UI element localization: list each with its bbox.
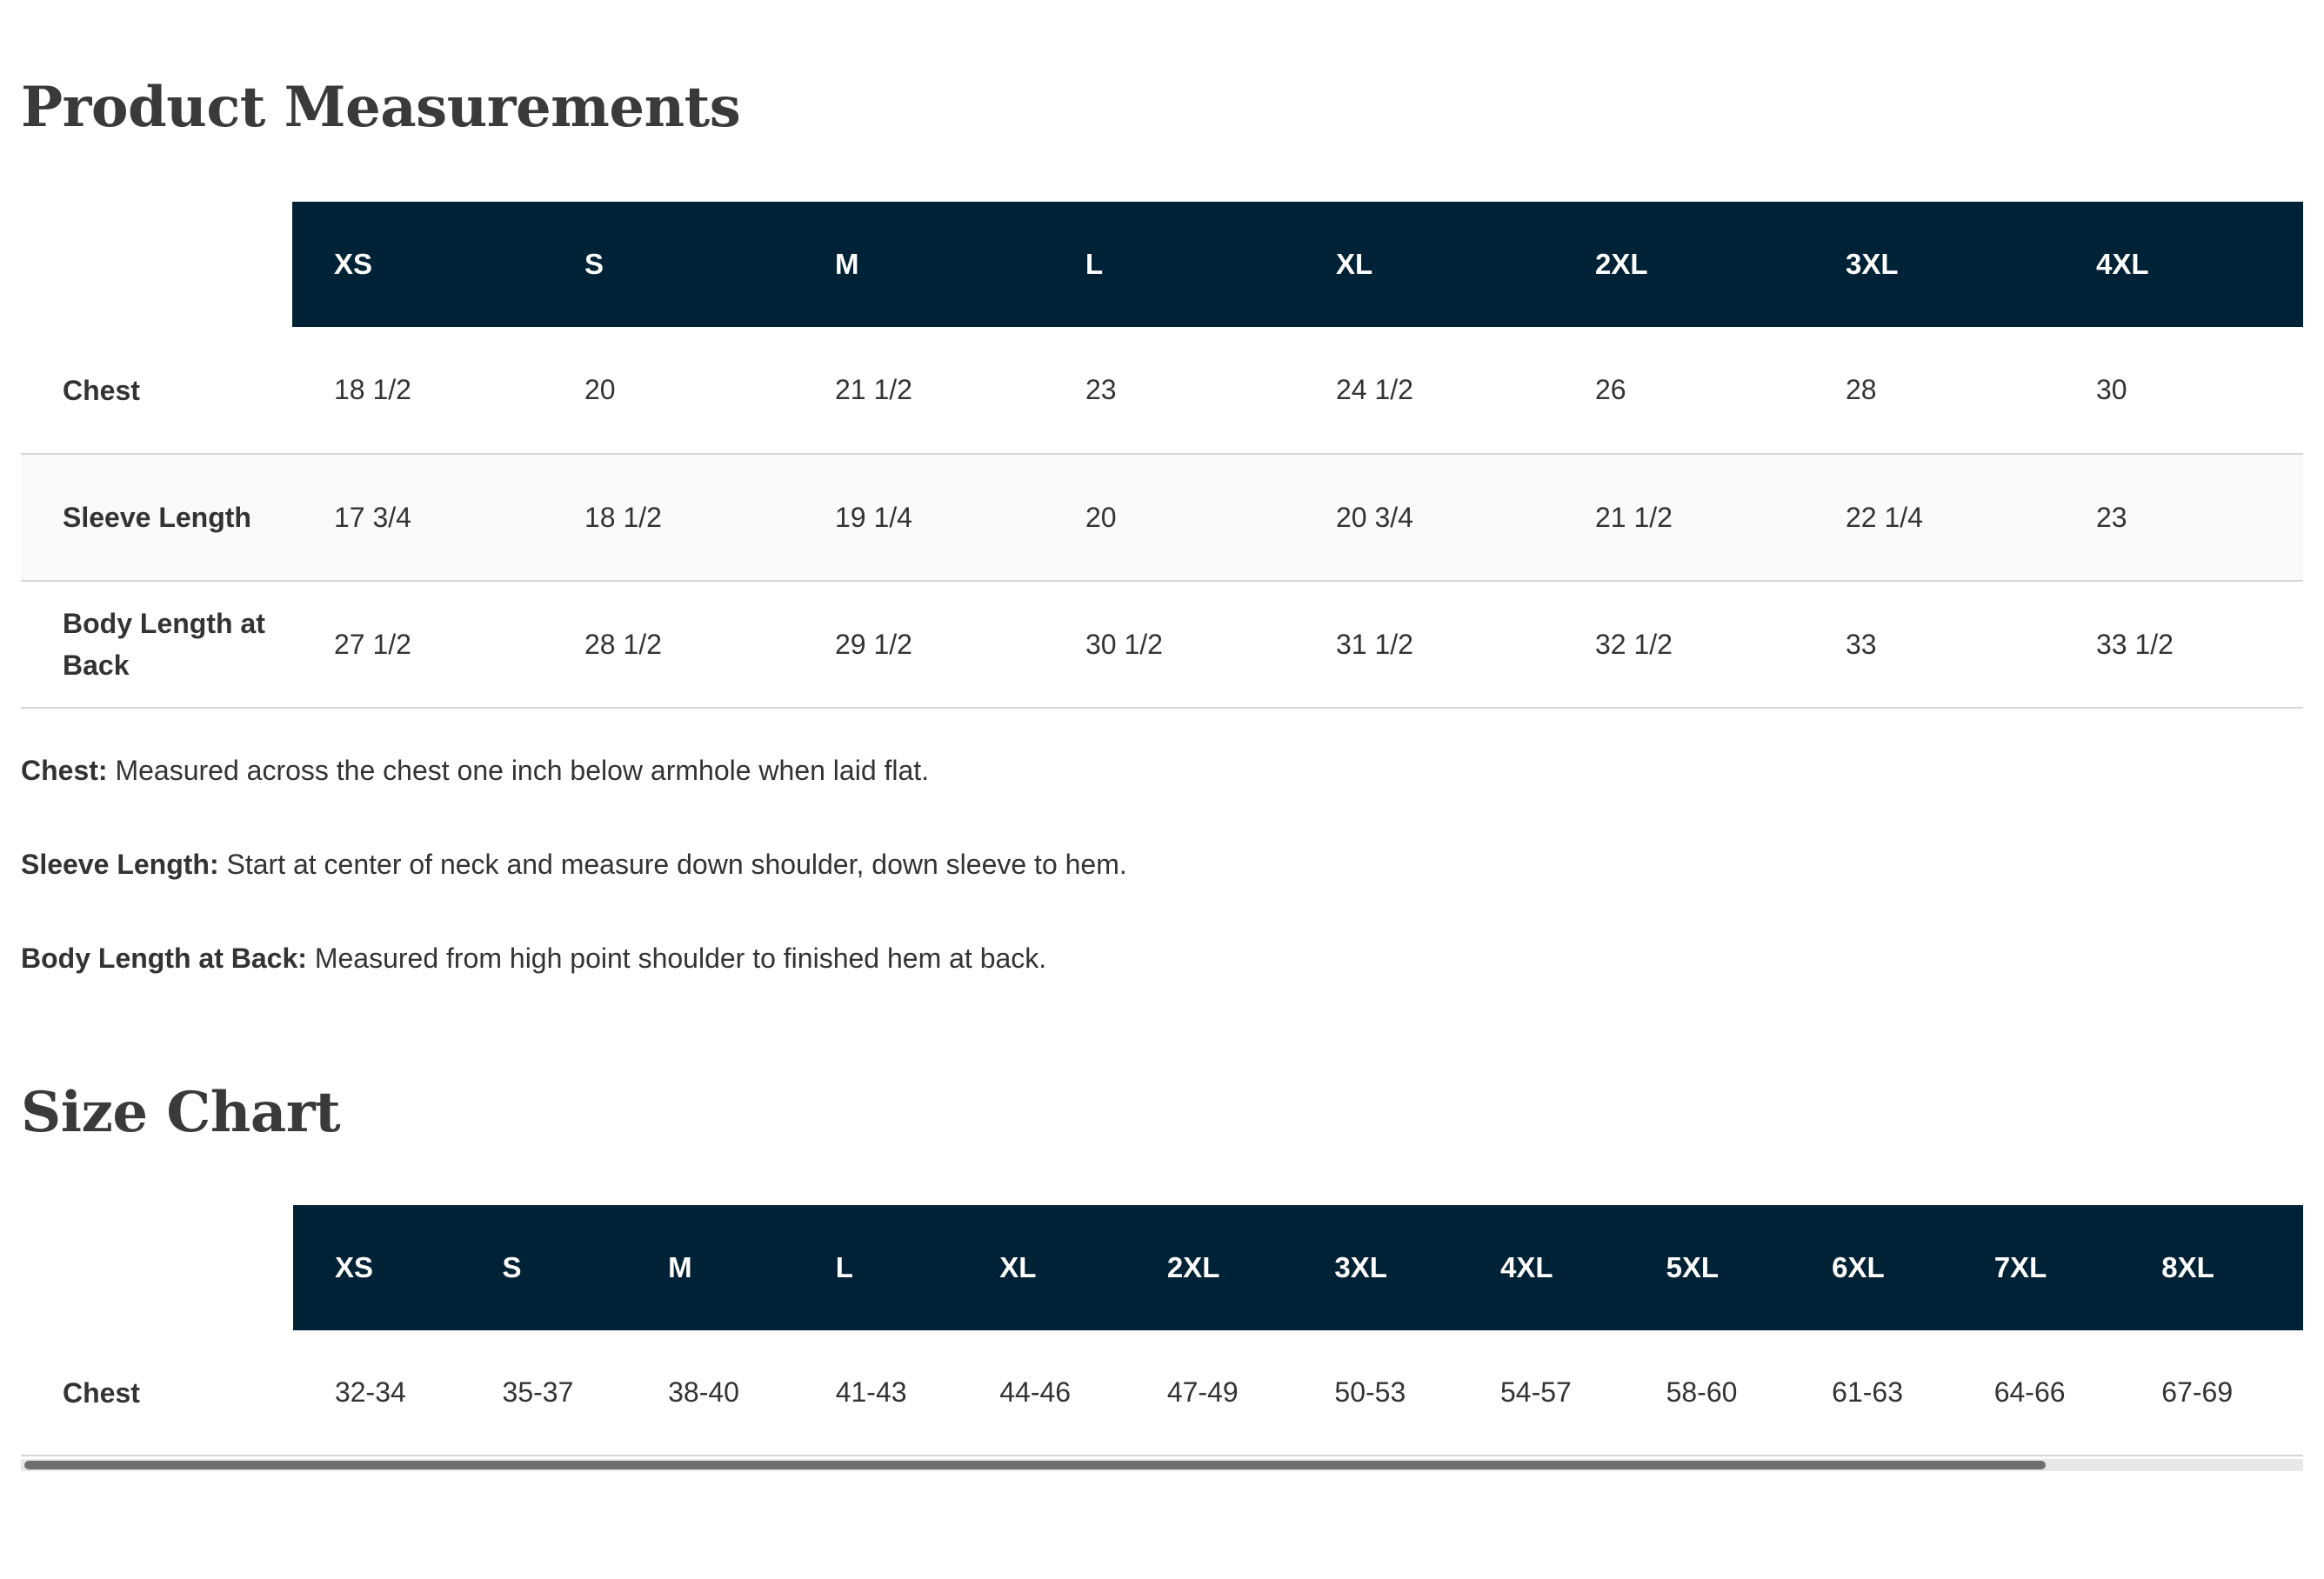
note-term: Chest: <box>21 755 108 786</box>
table-cell: 47-49 <box>1125 1330 1293 1456</box>
size-chart-header-row <box>21 1205 2303 1330</box>
size-header-3xl: 3XL <box>1292 1205 1459 1330</box>
table-cell: 24 1/2 <box>1294 327 1553 454</box>
table-cell: 35-37 <box>461 1330 627 1456</box>
size-header-m: M <box>626 1205 794 1330</box>
table-cell: 23 <box>2054 454 2303 581</box>
table-cell: 67-69 <box>2120 1330 2303 1456</box>
row-label: Chest <box>21 327 292 454</box>
table-cell: 21 1/2 <box>1553 454 1804 581</box>
product-measurements-table <box>21 202 2303 709</box>
horizontal-scrollbar[interactable] <box>21 1459 2303 1471</box>
table-cell: 54-57 <box>1459 1330 1625 1456</box>
size-header-8xl: 8XL <box>2120 1205 2303 1330</box>
table-cell: 31 1/2 <box>1294 581 1553 708</box>
table-cell: 28 1/2 <box>543 581 793 708</box>
table-cell: 32 1/2 <box>1553 581 1804 708</box>
table-row-sleeve-length <box>21 454 2303 581</box>
size-header-3xl: 3XL <box>1804 202 2054 327</box>
header-corner-cell <box>21 202 292 327</box>
table-cell: 61-63 <box>1790 1330 1953 1456</box>
table-cell: 30 1/2 <box>1044 581 1294 708</box>
size-header-xs: XS <box>293 1205 461 1330</box>
size-header-l: L <box>794 1205 958 1330</box>
size-header-7xl: 7XL <box>1953 1205 2120 1330</box>
size-header-xs: XS <box>292 202 543 327</box>
table-cell: 27 1/2 <box>292 581 543 708</box>
size-header-2xl: 2XL <box>1553 202 1804 327</box>
table-cell: 20 3/4 <box>1294 454 1553 581</box>
table-cell: 20 <box>1044 454 1294 581</box>
table-cell: 58-60 <box>1625 1330 1791 1456</box>
table-cell: 29 1/2 <box>793 581 1044 708</box>
note-sleeve-length <box>21 840 2282 934</box>
table-row-chest <box>21 327 2303 454</box>
table-row-body-length <box>21 581 2303 708</box>
table-cell: 32-34 <box>293 1330 461 1456</box>
note-text: Measured from high point shoulder to finished hem at back. <box>306 943 1047 974</box>
row-label: Sleeve Length <box>21 454 292 581</box>
table-cell: 44-46 <box>958 1330 1125 1456</box>
scrollbar-thumb[interactable] <box>24 1461 2046 1469</box>
size-header-s: S <box>461 1205 627 1330</box>
size-header-5xl: 5XL <box>1625 1205 1791 1330</box>
table-cell: 33 1/2 <box>2054 581 2303 708</box>
size-header-2xl: 2XL <box>1125 1205 1293 1330</box>
table-cell: 33 <box>1804 581 2054 708</box>
note-term: Body Length at Back: <box>21 943 307 974</box>
note-text: Start at center of neck and measure down shoulder, down sleeve to hem. <box>218 849 1127 880</box>
note-chest <box>21 746 2282 840</box>
table-cell: 50-53 <box>1292 1330 1459 1456</box>
size-header-l: L <box>1044 202 1294 327</box>
table-row-chest <box>21 1330 2303 1456</box>
table-cell: 21 1/2 <box>793 327 1044 454</box>
size-header-m: M <box>793 202 1044 327</box>
table-cell: 19 1/4 <box>793 454 1044 581</box>
row-label: Chest <box>21 1330 293 1456</box>
product-measurements-title: Product Measurements <box>21 75 741 140</box>
note-term: Sleeve Length: <box>21 849 219 880</box>
size-header-s: S <box>543 202 793 327</box>
size-chart-title: Size Chart <box>21 1080 341 1145</box>
table-cell: 64-66 <box>1953 1330 2120 1456</box>
note-body-length <box>21 934 2282 1028</box>
table-cell: 20 <box>543 327 793 454</box>
measurement-notes <box>21 746 2282 1028</box>
table-cell: 23 <box>1044 327 1294 454</box>
note-text: Measured across the chest one inch below armhole when laid flat. <box>107 755 930 786</box>
table-cell: 28 <box>1804 327 2054 454</box>
table-cell: 38-40 <box>626 1330 794 1456</box>
size-header-xl: XL <box>958 1205 1125 1330</box>
table-cell: 18 1/2 <box>543 454 793 581</box>
table-cell: 17 3/4 <box>292 454 543 581</box>
row-label: Body Length at Back <box>21 581 292 708</box>
size-header-4xl: 4XL <box>1459 1205 1625 1330</box>
table-cell: 18 1/2 <box>292 327 543 454</box>
size-chart-table <box>21 1205 2303 1456</box>
table-cell: 26 <box>1553 327 1804 454</box>
size-header-xl: XL <box>1294 202 1553 327</box>
measurements-header-row <box>21 202 2303 327</box>
table-cell: 22 1/4 <box>1804 454 2054 581</box>
table-cell: 30 <box>2054 327 2303 454</box>
size-header-4xl: 4XL <box>2054 202 2303 327</box>
table-cell: 41-43 <box>794 1330 958 1456</box>
size-header-6xl: 6XL <box>1790 1205 1953 1330</box>
header-corner-cell <box>21 1205 293 1330</box>
